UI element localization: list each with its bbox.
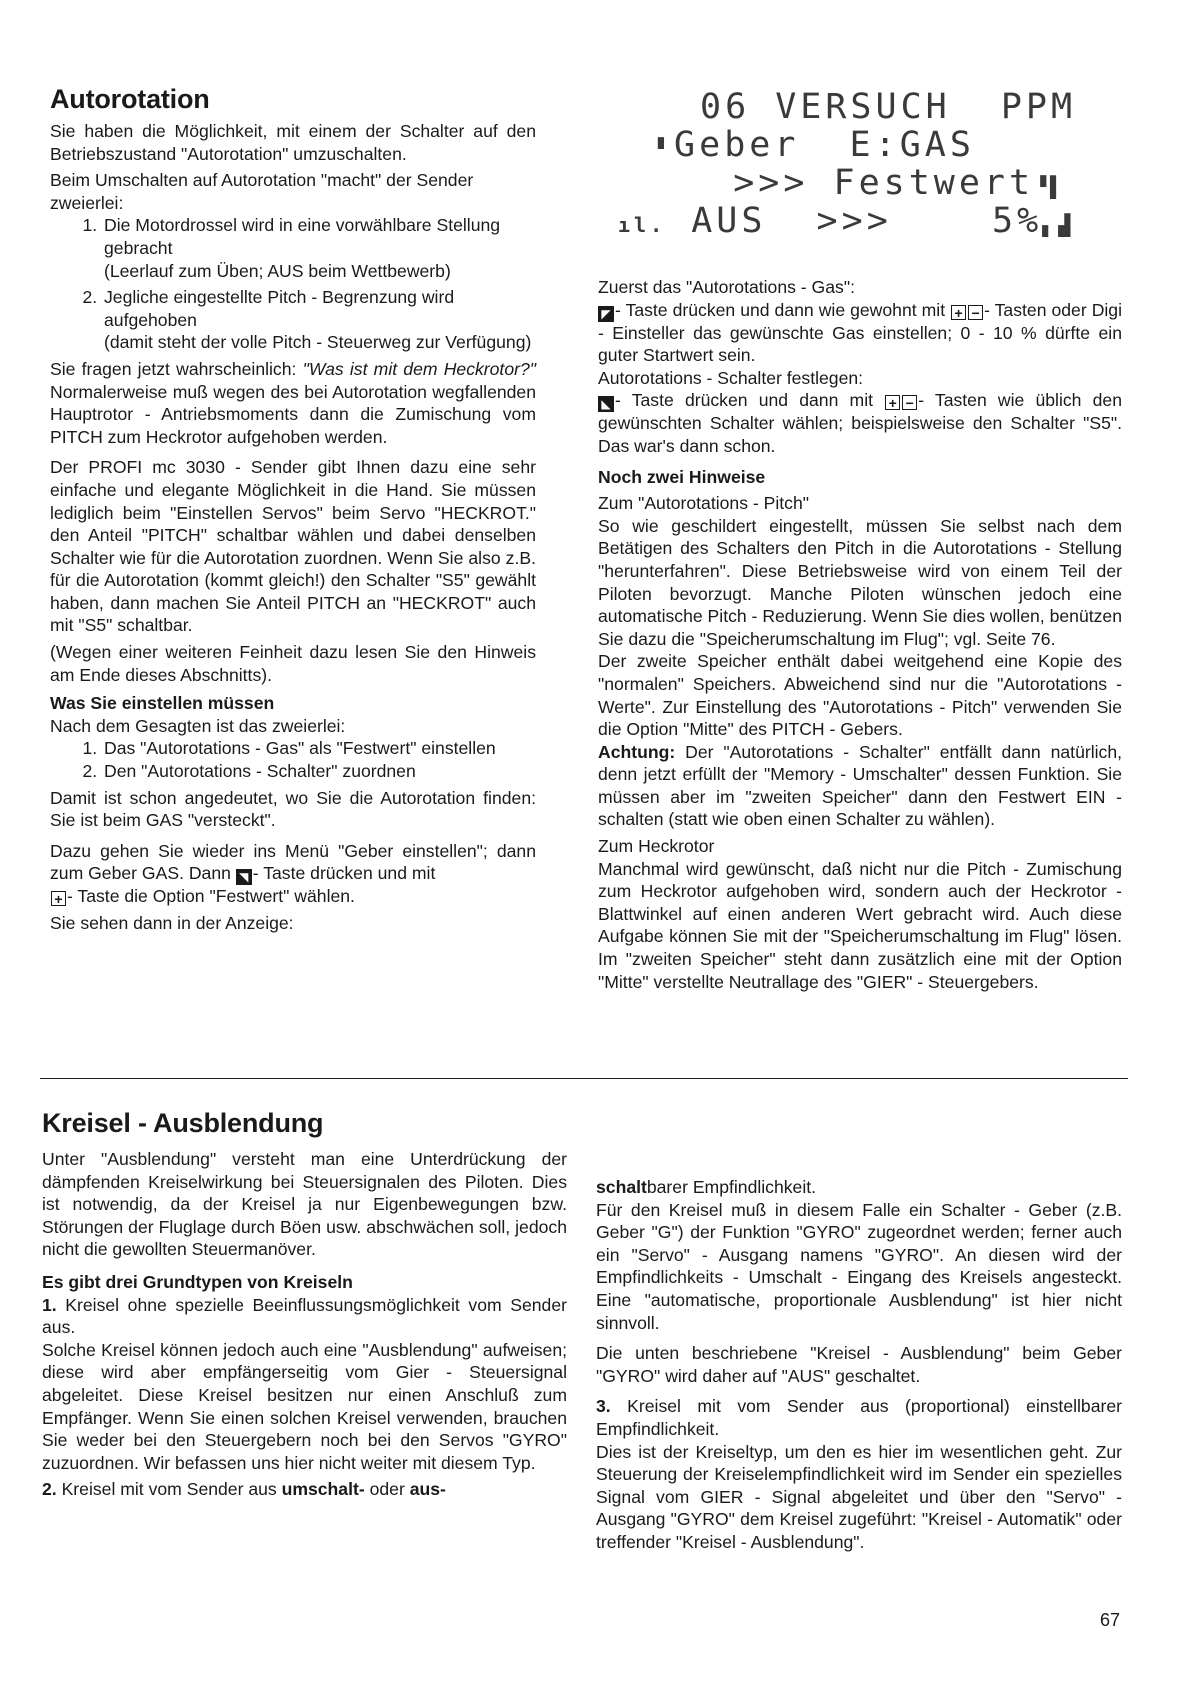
arrow-key-icon: ◤	[598, 306, 614, 322]
subheading-was-einstellen: Was Sie einstellen müssen	[50, 693, 275, 714]
paragraph-intro: Sie haben die Möglichkeit, mit einem der Schalter auf den Betriebszustand "Autorotation" umzuschalten.	[50, 121, 536, 164]
lcd-line-3	[658, 164, 1066, 206]
paragraph-zum-heck: Zum Heckrotor	[598, 836, 715, 857]
k3-text: Kreisel mit vom Sender aus (proportional) einstellbarer Empfindlichkeit.	[596, 1396, 1122, 1439]
lcd-cursor-icon: ▘	[658, 137, 675, 161]
list-item: 2. Den "Autorotations - Schalter" zuordnen	[102, 760, 536, 783]
kreisel-left-column	[42, 1148, 567, 1501]
subheading-grundtypen: Es gibt drei Grundtypen von Kreiseln	[42, 1271, 353, 1292]
paragraph-schalter-festlegen: Autorotations - Schalter festlegen:	[598, 367, 864, 388]
lcd-marker-icon: ▝▌	[1034, 175, 1067, 199]
minus-key-icon: −	[968, 305, 983, 320]
lcd-line-4-text: AUS >>> 5%	[666, 201, 1043, 241]
achtung-text: Der "Autorotations - Schalter" entfällt dann natürlich, denn jetzt erfüllt der "Memory - Umschalter" dessen Funktion. Sie müssen aber im "zweiten Speicher" dann den Festwert EIN - schalten (statt wie oben einen Schalter zu wählen).	[598, 741, 1122, 830]
k3-number: 3.	[596, 1396, 611, 1417]
paragraph-unter: Unter "Ausblendung" versteht man eine Unterdrückung der dämpfenden Kreiselwirkung bei Steuersignalen des Piloten. Dies ist notwendig, da der Kreisel ja nur Eigenbewegungen bzw. Störungen der Fluglage durch Böen usw. abschwächen soll, jedoch nicht die gewollten Steuermanöver.	[42, 1149, 567, 1260]
paragraph-zum-pitch: Zum "Autorotations - Pitch"	[598, 493, 809, 514]
section-title-kreisel: Kreisel - Ausblendung	[42, 1108, 324, 1138]
page-number: 67	[1100, 1610, 1121, 1630]
lcd-line-1-text: 06 VERSUCH PPM	[700, 87, 1077, 127]
lcd-line-3-text: >>> Festwert	[658, 163, 1035, 203]
paragraph-zuerst: Zuerst das "Autorotations - Gas":	[598, 277, 855, 297]
paragraph-dies: Dies ist der Kreiseltyp, um den es hier im wesentlichen geht. Zur Steuerung der Kreiselempfindlichkeit wird im Sender ein spezielles Signal vom GIER - Signal abgeleitet und über den "Servo" - Ausgang "GYRO" dem Kreisel zugeführt: "Kreisel - Automatik" oder treffender "Kreisel - Ausblendung".	[596, 1441, 1122, 1552]
arrow-key-icon: ◥	[236, 869, 252, 885]
lcd-signal-icon: ıl.	[618, 213, 667, 237]
lcd-line-1	[700, 88, 1076, 126]
k2-text-a: Kreisel mit vom Sender aus	[56, 1479, 282, 1500]
k2-text-d: aus-	[409, 1479, 446, 1500]
lcd-line-2	[658, 126, 975, 168]
paragraph-wegen: (Wegen einer weiteren Feinheit dazu lesen Sie den Hinweis am Ende dieses Abschnitts).	[50, 642, 536, 685]
autorotation-right-column	[598, 276, 1122, 993]
lcd-display	[600, 87, 1077, 246]
paragraph-solche: Solche Kreisel können jedoch auch eine "Ausblendung" aufweisen; diese wird aber empfängerseitig vom Gier - Steuersignal abgeleitet. Diese Kreisel besitzen nur einen Anschluß zum Empfänger. Wenn Sie einen solchen Kreisel verwenden, brauchen Sie weder bei den Steuergebern noch bei den Servos "GYRO" zuzuordnen. Wir befassen uns hier nicht weiter mit diesem Typ.	[42, 1339, 567, 1473]
paragraph-profi: Der PROFI mc 3030 - Sender gibt Ihnen dazu eine sehr einfache und elegante Möglichkeit in die Hand. Sie müssen lediglich beim "Einstellen Servos" beim Servo "HECKROT." den Anteil "PITCH" schaltbar wählen und dabei denselben Schalter wie für die Autorotation zuordnen. Wenn Sie also z.B. für die Autorotation (kommt gleich!) den Schalter "S5" gewählt haben, dann machen Sie Anteil PITCH an "HECKROT" auch mit "S5" schaltbar.	[50, 457, 536, 636]
paragraph-nach: Nach dem Gesagten ist das zweierlei:	[50, 715, 346, 736]
lcd-bar-icon: ▖▟	[1042, 213, 1075, 237]
list-item-text: Jegliche eingestellte Pitch - Begrenzung wird aufgehoben	[104, 287, 455, 330]
paragraph-taste2	[598, 389, 1122, 457]
list-item	[102, 214, 536, 282]
paragraph-dazu	[50, 840, 536, 908]
paragraph-anzeige: Sie sehen dann in der Anzeige:	[50, 913, 294, 933]
list-item	[102, 286, 536, 354]
section-divider	[40, 1078, 1128, 1079]
paragraph-fuer: Für den Kreisel muß in diesem Falle ein Schalter - Geber (z.B. Geber "G") der Funktion "GYRO" zugeordnet werden; ferner auch ein "Servo" - Ausgang namens "GYRO". An diesen wird der Empfindlichkeits - Umschalt - Eingang des Kreisels angesteckt. Eine "automatische, proportionale Ausblendung" ist hier nicht sinnvoll.	[596, 1199, 1122, 1333]
k1-text: Kreisel ohne spezielle Beeinflussungsmöglichkeit vom Sender aus.	[42, 1294, 567, 1338]
list-item-note: (Leerlauf zum Üben; AUS beim Wettbewerb)	[104, 260, 451, 281]
paragraph-question	[50, 358, 536, 448]
list-autorotation-effects	[50, 214, 536, 354]
arrow-key-icon: ◣	[598, 396, 614, 412]
k2-number: 2.	[42, 1479, 57, 1500]
k1-number: 1.	[42, 1294, 57, 1315]
list-item-note: (damit steht der volle Pitch - Steuerweg zur Verfügung)	[104, 332, 532, 353]
paragraph-achtung	[598, 741, 1122, 831]
dazu-text-c: - Taste die Option "Festwert" wählen.	[67, 886, 355, 907]
paragraph-zweite: Der zweite Speicher enthält dabei weitgehend eine Kopie des "normalen" Speichers. Abweichend sind nur die "Autorotations - Werte". Zur Einstellung des "Autorotations - Pitch" verwenden Sie die Option "Mitte" des PITCH - Gebers.	[598, 651, 1122, 740]
question-answer: Normalerweise muß wegen des bei Autorotation wegfallenden Hauptrotor - Antriebsmoments dann die Zumischung vom PITCH zum Heckrotor aufgehoben werden.	[50, 381, 536, 447]
paragraph-k1	[42, 1294, 567, 1339]
lcd-line-2-text: Geber E:GAS	[674, 125, 975, 165]
taste2-text-b: - Tasten wie üblich den gewünschten Schalter wählen; beispielsweise den Schalter "S5". Das war's dann schon.	[598, 390, 1122, 456]
paragraph-beim: Beim Umschalten auf Autorotation "macht" der Sender zweierlei:	[50, 170, 474, 213]
paragraph-unten: Die unten beschriebene "Kreisel - Ausblendung" beim Geber "GYRO" wird daher auf "AUS" geschaltet.	[596, 1343, 1122, 1386]
k2-cont-text: barer Empfindlichkeit.	[646, 1177, 817, 1197]
taste2-text-a: - Taste drücken und dann mit	[615, 390, 885, 411]
plus-key-icon: +	[951, 305, 966, 320]
question-lead: Sie fragen jetzt wahrscheinlich:	[50, 358, 303, 379]
paragraph-k2	[42, 1478, 567, 1501]
plus-key-icon: +	[885, 395, 900, 410]
k2-text-c: oder	[364, 1479, 410, 1500]
paragraph-damit: Damit ist schon angedeutet, wo Sie die Autorotation finden: Sie ist beim GAS "versteckt".	[50, 787, 536, 831]
list-item-text: Die Motordrossel wird in eine vorwählbare Stellung gebracht	[104, 215, 501, 258]
dazu-text-b: - Taste drücken und mit	[252, 863, 436, 884]
autorotation-left-column	[50, 120, 536, 935]
paragraph-sowie: So wie geschildert eingestellt, müssen Sie selbst nach dem Betätigen des Schalters den Pitch in die Autorotations - Stellung "herunterfahren". Diese Betriebsweise wird von einem Teil der Piloten bevorzugt. Manche Piloten wünschen jedoch eine automatische Pitch - Reduzierung. Wenn Sie dies wollen, benützen Sie dazu die "Speicherumschaltung im Flug"; vgl. Seite 76.	[598, 515, 1122, 649]
k2-text-b: umschalt-	[281, 1479, 365, 1500]
lcd-line-4	[618, 202, 1074, 244]
achtung-label: Achtung:	[598, 741, 676, 762]
paragraph-k2-continued	[596, 1176, 1122, 1199]
list-settings	[50, 737, 536, 782]
subheading-hinweise: Noch zwei Hinweise	[598, 466, 766, 487]
taste1-text-b: - Tasten oder Digi - Einsteller das gewünschte Gas einstellen; 0 - 10 % dürfte ein guter Startwert sein.	[598, 299, 1123, 366]
taste1-text-a: - Taste drücken und dann wie gewohnt mit	[615, 299, 951, 320]
kreisel-right-column	[596, 1176, 1122, 1554]
k2-cont-bold: schalt	[596, 1177, 647, 1197]
list-item: 1. Das "Autorotations - Gas" als "Festwert" einstellen	[102, 737, 536, 760]
minus-key-icon: −	[902, 395, 917, 410]
plus-key-icon: +	[51, 891, 66, 906]
question-quote: "Was ist mit dem Heckrotor?"	[302, 358, 536, 379]
paragraph-k3	[596, 1395, 1122, 1440]
dazu-text-a: Dazu gehen Sie wieder ins Menü "Geber einstellen"; dann zum Geber GAS. Dann	[50, 840, 536, 884]
section-title-autorotation: Autorotation	[50, 84, 210, 114]
paragraph-taste1	[598, 299, 1122, 367]
paragraph-manchmal: Manchmal wird gewünscht, daß nicht nur die Pitch - Zumischung zum Heckrotor aufgehoben wird, sondern auch der Heckrotor - Blattwinkel auf einen anderen Wert gebracht wird. Auch diese Aufgabe können Sie mit der "Speicherumschaltung im Flug" lösen. Im "zweiten Speicher" steht dann zusätzlich eine mit der Option "Mitte" verstellte Neutrallage des "GIER" - Steuergebers.	[598, 858, 1122, 992]
